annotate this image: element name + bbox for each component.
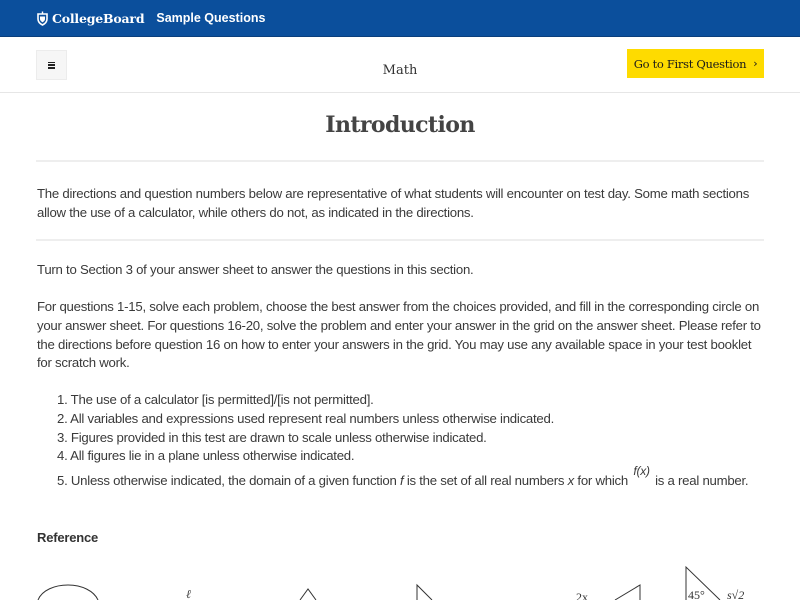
note5-text: is a real number.	[651, 473, 749, 489]
page-title: Introduction	[325, 112, 475, 138]
sample-questions-link[interactable]: Sample Questions	[156, 11, 266, 25]
reference-figures	[0, 555, 800, 600]
triangle-figure	[300, 589, 316, 600]
reference-heading: Reference	[37, 530, 99, 545]
divider	[36, 239, 764, 241]
acorn-shield-icon	[36, 11, 49, 26]
math-x: x	[567, 473, 574, 489]
list-item: 4. All figures lie in a plane unless otherwise indicated.	[57, 448, 355, 464]
intro-paragraph: The directions and question numbers below are representative of what students will encounter on test day. Some math sections allow the use of a calculator, while others do not, as indicated in the directions.	[37, 186, 750, 220]
math-f: f	[399, 473, 404, 489]
go-to-first-question-label: Go to First Question	[633, 56, 747, 71]
list-item: 1. The use of a calculator [is permitted]/[is not permitted].	[57, 392, 374, 407]
note5-text: is the set of all real numbers	[403, 473, 568, 489]
turn-to-paragraph: Turn to Section 3 of your answer sheet to answer the questions in this section.	[37, 262, 474, 277]
note5-text: for which	[574, 473, 632, 489]
note5-text: 5. Unless otherwise indicated, the domain of a given function	[57, 473, 400, 489]
list-item: 3. Figures provided in this test are drawn to scale unless otherwise indicated.	[57, 429, 487, 445]
list-item: 2. All variables and expressions used represent real numbers unless otherwise indicated.	[57, 410, 554, 426]
instructions-paragraph: For questions 1-15, solve each problem, choose the best answer from the choices provided, and fill in the corresponding circle on your answer sheet. For questions 16-20, solve the problem and enter your answer in the grid on the answer sheet. Please refer to the directions before question 16 on how to enter your answers in the grid. You may use any available space in your test booklet for scratch work.	[37, 299, 761, 371]
right-triangle-figure	[417, 585, 432, 600]
chevron-right-icon: ›	[753, 57, 758, 70]
directions-list	[57, 391, 777, 491]
angle-label: 45°	[688, 588, 705, 600]
circle-figure	[38, 585, 98, 600]
ell-label: ℓ	[186, 587, 191, 600]
go-to-first-question-button[interactable]	[627, 49, 764, 78]
logo-text: CollegeBoard	[52, 10, 145, 26]
collegeboard-logo[interactable]	[36, 11, 144, 26]
math-fx: f(x)	[633, 464, 650, 479]
section-title: Math	[382, 63, 418, 78]
list-item	[57, 464, 777, 491]
side-label: s√2	[727, 588, 745, 600]
top-navbar	[0, 0, 800, 37]
30-60-triangle-figure	[615, 585, 640, 600]
subheader	[0, 37, 800, 93]
divider	[36, 160, 764, 162]
two-x-label: 2x	[576, 590, 588, 600]
